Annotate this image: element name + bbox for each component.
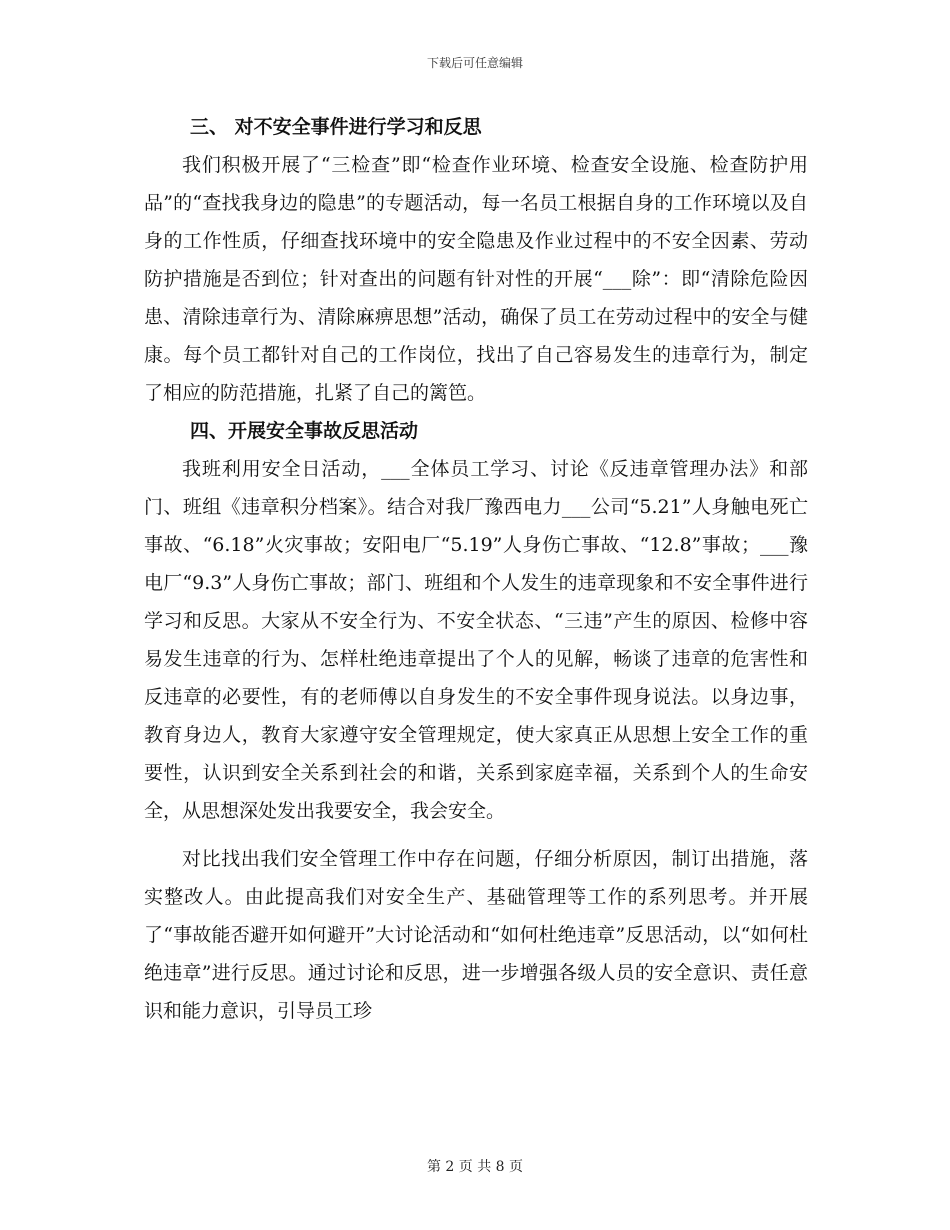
document-body — [144, 108, 808, 1030]
section-4-paragraph-1: 我班利用安全日活动，___全体员工学习、讨论《反违章管理办法》和部门、班组《违章积分档案》。结合对我厂豫西电力___公司“5.21”人身触电死亡事故、“6.18”火灾事故；安阳电厂“5.19”人身伤亡事故、“12.8”事故；___豫电厂“9.3”人身伤亡事故；部门、班组和个人发生的违章现象和不安全事件进行学习和反思。大家从不安全行为、不安全状态、“三违”产生的原因、检修中容易发生违章的行为、怎样杜绝违章提出了个人的见解，畅谈了违章的危害性和反违章的必要性，有的老师傅以自身发生的不安全事件现身说法。以身边事，教育身边人，教育大家遵守安全管理规定，使大家真正从思想上安全工作的重要性，认识到安全关系到社会的和谐，关系到家庭幸福，关系到个人的生命安全，从思想深处发出我要安全，我会安全。 — [144, 458, 808, 822]
section-3-paragraph: 我们积极开展了“三检查”即“检查作业环境、检查安全设施、检查防护用品”的“查找我身边的隐患”的专题活动，每一名员工根据自身的工作环境以及自身的工作性质，仔细查找环境中的安全隐患及作业过程中的不安全因素、劳动防护措施是否到位；针对查出的问题有针对性的开展“___除”：即“清除危险因患、清除违章行为、清除麻痹思想”活动，确保了员工在劳动过程中的安全与健康。每个员工都针对自己的工作岗位，找出了自己容易发生的违章行为，制定了相应的防范措施，扎紧了自己的篱笆。 — [144, 154, 808, 404]
page-number: 第 2 页 共 8 页 — [426, 1159, 524, 1175]
paragraph-spacer — [144, 830, 808, 840]
section-heading-3: 三、 对不安全事件进行学习和反思 — [190, 116, 482, 138]
section-heading-4: 四、开展安全事故反思活动 — [190, 420, 419, 442]
page-header: 下载后可任意编辑 — [426, 56, 523, 70]
section-4-paragraph-2: 对比找出我们安全管理工作中存在问题，仔细分析原因，制订出措施，落实整改人。由此提高我们对安全生产、基础管理等工作的系列思考。并开展了“事故能否避开如何避开”大讨论活动和“如何杜绝违章”反思活动，以“如何杜绝违章”进行反思。通过讨论和反思，进一步增强各级人员的安全意识、责任意识和能力意识，引导员工珍 — [144, 848, 808, 1022]
